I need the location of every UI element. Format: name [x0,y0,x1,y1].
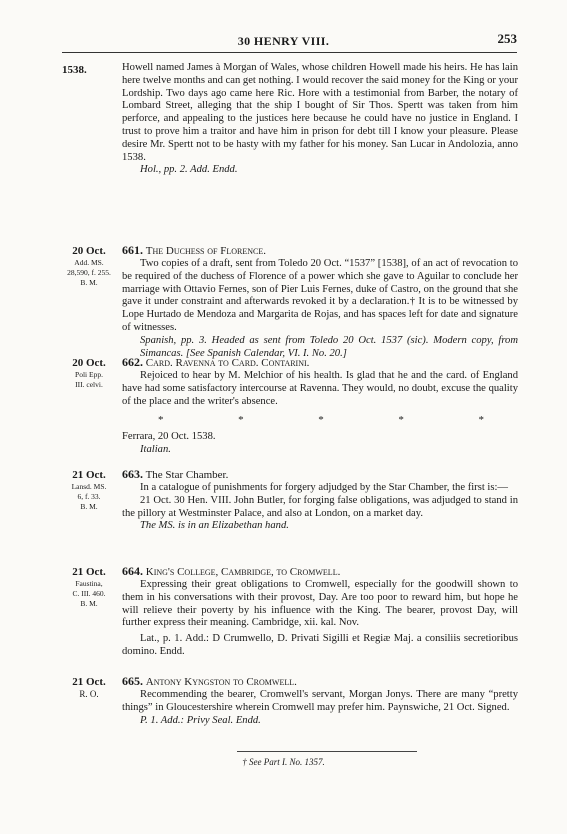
continuation-text [122,62,518,177]
star: * [398,414,404,427]
header-rule [62,52,517,53]
margin-entry-662 [60,357,118,390]
margin-ref: R. O. [79,689,99,699]
entry-title [122,675,518,689]
margin-ref: Lansd. MS. [71,482,107,491]
entry-note: Spanish, pp. 3. Headed as sent from Toledo 20 Oct. 1537 (sic). Modern copy, from Simancas. [See Spanish Calendar, VI. I. No. 20.] [140,334,518,359]
star: * [318,414,324,427]
margin-ref: B. M. [80,278,98,287]
margin-date: 20 Oct. [72,245,106,257]
entry-note: Lat., p. 1. Add.: D Crumwello, D. Privati Sigilli et Regiæ Maj. a consiliis secretioribus domino. Endd. [122,633,518,657]
entry-662 [122,356,518,457]
entry-body-2: 21 Oct. 30 Hen. VIII. John Butler, for forging false obligations, was adjudged to stand in the pillory at Westminster Palace, and also at London, on a market day. [122,494,518,519]
entry-number: 661. [122,243,143,257]
entry-title [122,565,518,579]
entry-heading: The Star Chamber. [145,469,229,481]
margin-ref: Poli Epp. [75,370,103,379]
entry-closing: Ferrara, 20 Oct. 1538. [122,431,216,443]
running-title: 30 HENRY VIII. [237,34,330,48]
entry-body: Two copies of a draft, sent from Toledo 20 Oct. “1537” [1538], of an act of revocation to be required of the duchess of Florence of a power which she gave to Aguilar to conclude her marriage with Ottavio Fernes, son of Pier Luis Fernes, duke of Castro, on the ground that she gave it under constraint and afterwards revoked it by a declaration.† It is to be witnessed by Lope Hurtado de Mendoza and Margarita de Rojas, and has spaces left for date and signature of witnesses. [122,258,518,333]
entry-number: 664. [122,564,143,578]
margin-date: 21 Oct. [72,469,106,481]
margin-ref: B. M. [80,599,98,608]
entry-665 [122,675,518,727]
margin-date: 21 Oct. [72,676,106,688]
margin-ref: B. M. [80,502,98,511]
entry-heading: The Duchess of Florence. [145,245,266,257]
entry-title [122,468,518,482]
entry-body: In a catalogue of punishments for forgery adjudged by the Star Chamber, the first is:— [140,482,509,493]
entry-note: P. 1. Add.: Privy Seal. Endd. [140,714,261,726]
entry-number: 662. [122,355,143,369]
entry-title [122,356,518,370]
entry-body: Recommending the bearer, Cromwell's servant, Morgan Jonys. There are many “pretty things” in Gloucestershire wherein Cromwell may prefer him. Paynswiche, 21 Oct. Signed. [122,689,518,713]
margin-entry-661 [60,245,118,288]
star: * [238,414,244,427]
margin-date: 21 Oct. [72,566,106,578]
entry-661 [122,244,518,360]
entry-number: 665. [122,674,143,688]
margin-entry-664 [60,566,118,609]
margin-ref: 28,590, f. 255. [67,268,111,277]
star: * [158,414,164,427]
margin-ref: III. celvi. [75,380,103,389]
entry-body: Expressing their great obligations to Cromwell, especially for the goodwill shown to them in his conversations with their provost, Day. Are too poor to reward him, but hope he will relieve their poverty by his influence with the King. The bearer, provost Day, will further express their meaning. Cambridge, xii. kal. Nov. [122,579,518,629]
continuation-paragraph: Howell named James à Morgan of Wales, whose children Howell made his heirs. He has lain here twelve months and can get nothing. I would recover the said money for the King or your Lordship. Two days ago came here Ric. Hore with a testimonial from Barber, the notary of Lombard Street, alleging that the ship I bought of Sir Thos. Spertt was taken from him perforce, and appealing to the justices here because he could have no justice in England. I trust to prove him a traitor and have him in prison for debt till I know your pleasure. Please desire Mr. Spertt not to be hasty with my father for his money. San Lucar in Andolozia, anno 1538. [122,62,518,163]
entry-note: The MS. is in an Elizabethan hand. [140,520,289,532]
entry-note: Italian. [140,443,171,455]
year-label: 1538. [62,64,87,76]
entry-number: 663. [122,467,143,481]
entry-heading: Antony Kyngston to Cromwell. [145,676,297,688]
entry-title [122,244,518,258]
continuation-note: Hol., pp. 2. Add. Endd. [140,164,238,176]
omission-stars [122,414,518,427]
entry-heading: Card. Ravenna to Card. Contarini. [145,357,310,369]
margin-ref: Faustina, [75,579,103,588]
page-number: 253 [497,31,517,46]
margin-ref: Add. MS. [74,258,104,267]
footnote: † See Part I. No. 1357. [242,757,325,767]
margin-ref: 6, f. 33. [77,492,101,501]
margin-entry-665 [60,676,118,699]
margin-ref: C. III. 460. [72,589,106,598]
margin-date: 20 Oct. [72,357,106,369]
footnote-rule [237,751,417,752]
entry-663 [122,468,518,533]
entry-heading: King's College, Cambridge, to Cromwell. [145,566,341,578]
margin-entry-663 [60,469,118,512]
entry-664 [122,565,518,659]
star: * [478,414,484,427]
entry-body: Rejoiced to hear by M. Melchior of his health. Is glad that he and the card. of England have had some satisfactory intercourse at Ravenna. They would, no doubt, excuse the quality of the place and the writer's absence. [122,370,518,407]
